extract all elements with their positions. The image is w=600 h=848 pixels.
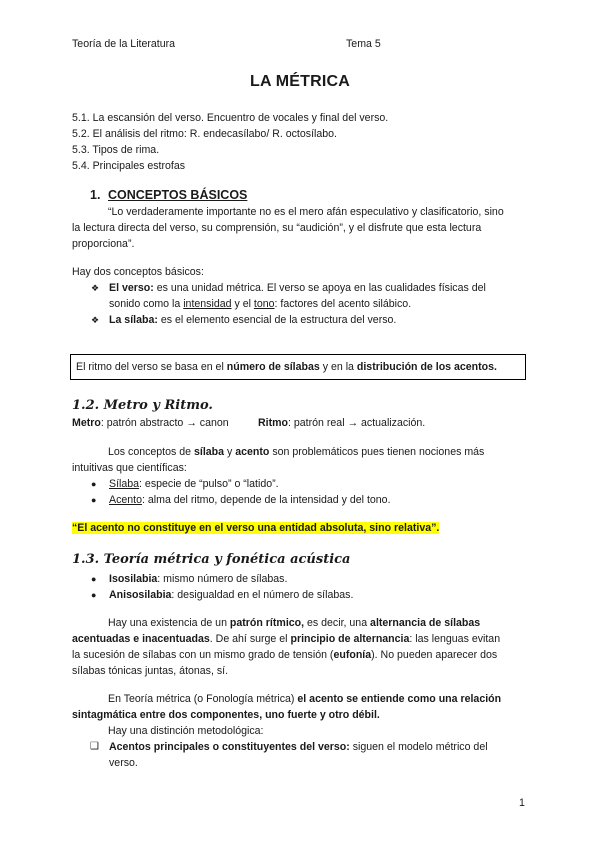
- term-tono: tono: [253, 298, 275, 310]
- text-silaba: es el elemento esencial de la estructura del verso.: [157, 314, 397, 326]
- emph: número de sílabas: [226, 361, 320, 373]
- term-ritmo: Ritmo: [258, 417, 289, 429]
- text: . De ahí surge el: [209, 633, 291, 645]
- section-1-number: 1.: [90, 188, 101, 202]
- text: siguen el modelo métrico del: [349, 741, 488, 753]
- term: Acentos principales o constituyentes del verso:: [109, 741, 350, 753]
- paragraph-line: [108, 693, 501, 705]
- bullet-acento-def: [109, 494, 391, 506]
- emph: eufonía: [333, 649, 372, 661]
- term: Isosilabia: [109, 573, 158, 585]
- dot-bullet-icon: ●: [91, 495, 97, 505]
- bullet-acentos-cont: verso.: [109, 757, 138, 769]
- section-1-2-heading: 1.2. Metro y Ritmo.: [72, 398, 213, 413]
- toc-item: 5.2. El análisis del ritmo: R. endecasílabo/ R. octosílabo.: [72, 128, 337, 140]
- text: : patrón real → actualización.: [288, 417, 426, 429]
- term: Acento: [109, 494, 142, 506]
- paragraph-line: [72, 649, 497, 661]
- paragraph-line: intuitivas que científicas:: [72, 462, 187, 474]
- text: : patrón abstracto → canon: [100, 417, 229, 429]
- quote-line: proporciona”.: [72, 238, 135, 250]
- bullet-silaba-def: [109, 478, 279, 490]
- text: : especie de “pulso” o “latido”.: [139, 478, 279, 490]
- text: ). No pueden aparecer dos: [371, 649, 498, 661]
- dot-bullet-icon: ●: [91, 590, 97, 600]
- term-metro: Metro: [72, 417, 101, 429]
- term-verso: El verso:: [109, 282, 154, 294]
- dot-bullet-icon: ●: [91, 479, 97, 489]
- text: sonido como la: [109, 298, 184, 310]
- text: es decir, una: [304, 617, 371, 629]
- metro-line: [72, 417, 229, 429]
- section-1-3-heading: 1.3. Teoría métrica y fonética acústica: [72, 552, 351, 567]
- emph: patrón rítmico,: [229, 617, 305, 629]
- text: son problemáticos pues tienen nociones más: [269, 446, 485, 458]
- emph: alternancia de sílabas: [370, 617, 481, 629]
- bullet-verso-cont: [109, 298, 411, 310]
- paragraph-line: Hay una distinción metodológica:: [108, 725, 264, 737]
- paragraph-line: [108, 446, 484, 458]
- paragraph-line: sintagmática entre dos componentes, uno fuerte y otro débil.: [72, 709, 380, 721]
- key-box-text: [76, 361, 497, 373]
- paragraph-line: sílabas tónicas juntas, átonas, sí.: [72, 665, 229, 677]
- bullet-isosilabia: [109, 573, 287, 585]
- text: y en la: [319, 361, 357, 373]
- dot-bullet-icon: ●: [91, 574, 97, 584]
- term-silaba: La sílaba:: [109, 314, 158, 326]
- text-verso: es una unidad métrica. El verso se apoya en las cualidades físicas del: [153, 282, 486, 294]
- paragraph-line: [72, 633, 500, 645]
- emph: acento: [235, 446, 270, 458]
- intro-text: Hay dos conceptos básicos:: [72, 266, 204, 278]
- toc-item: 5.4. Principales estrofas: [72, 160, 186, 172]
- bullet-anisosilabia: [109, 589, 353, 601]
- emph: acentuadas e inacentuadas: [72, 633, 210, 645]
- quote-line: la lectura directa del verso, su comprensión, su “audición”, y el disfrute que esta lectura: [72, 222, 482, 234]
- emph: principio de alternancia: [290, 633, 410, 645]
- section-1-heading: CONCEPTOS BÁSICOS: [108, 188, 248, 202]
- text: Los conceptos de: [108, 446, 194, 458]
- paragraph-line: [108, 617, 480, 629]
- emph: distribución de los acentos.: [356, 361, 497, 373]
- term-intensidad: intensidad: [183, 298, 232, 310]
- diamond-bullet-icon: ❖: [91, 283, 100, 293]
- header-subject: Teoría de la Literatura: [72, 38, 176, 50]
- text: : las lenguas evitan: [409, 633, 501, 645]
- emph: sílaba: [194, 446, 225, 458]
- ritmo-line: [258, 417, 425, 429]
- text: la sucesión de sílabas con un mismo grado de tensión (: [72, 649, 334, 661]
- header-topic: Tema 5: [346, 38, 381, 50]
- text: : factores del acento silábico.: [274, 298, 412, 310]
- square-bullet-icon: ❑: [90, 741, 99, 752]
- text: Hay una existencia de un: [108, 617, 230, 629]
- text: y: [224, 446, 236, 458]
- toc-item: 5.1. La escansión del verso. Encuentro de vocales y final del verso.: [72, 112, 389, 124]
- text: : mismo número de sílabas.: [157, 573, 288, 585]
- highlight-quote: [72, 522, 439, 534]
- term: Sílaba: [109, 478, 140, 490]
- text: En Teoría métrica (o Fonología métrica): [108, 693, 298, 705]
- text: : desigualdad en el número de sílabas.: [171, 589, 354, 601]
- text: El ritmo del verso se basa en el: [76, 361, 227, 373]
- page-number: 1: [519, 797, 525, 809]
- bullet-acentos: [109, 741, 488, 753]
- page-title: LA MÉTRICA: [249, 73, 351, 90]
- highlighted-text: “El acento no constituye en el verso una entidad absoluta, sino relativa”.: [72, 522, 440, 534]
- emph: el acento se entiende como una relación: [297, 693, 502, 705]
- text: y el: [231, 298, 254, 310]
- toc-item: 5.3. Tipos de rima.: [72, 144, 160, 156]
- diamond-bullet-icon: ❖: [91, 315, 100, 325]
- bullet-silaba: [109, 314, 396, 326]
- text: : alma del ritmo, depende de la intensidad y del tono.: [141, 494, 391, 506]
- quote-line: “Lo verdaderamente importante no es el mero afán especulativo y clasificatorio, sino: [108, 206, 504, 218]
- bullet-verso: [109, 282, 486, 294]
- term: Anisosilabia: [109, 589, 172, 601]
